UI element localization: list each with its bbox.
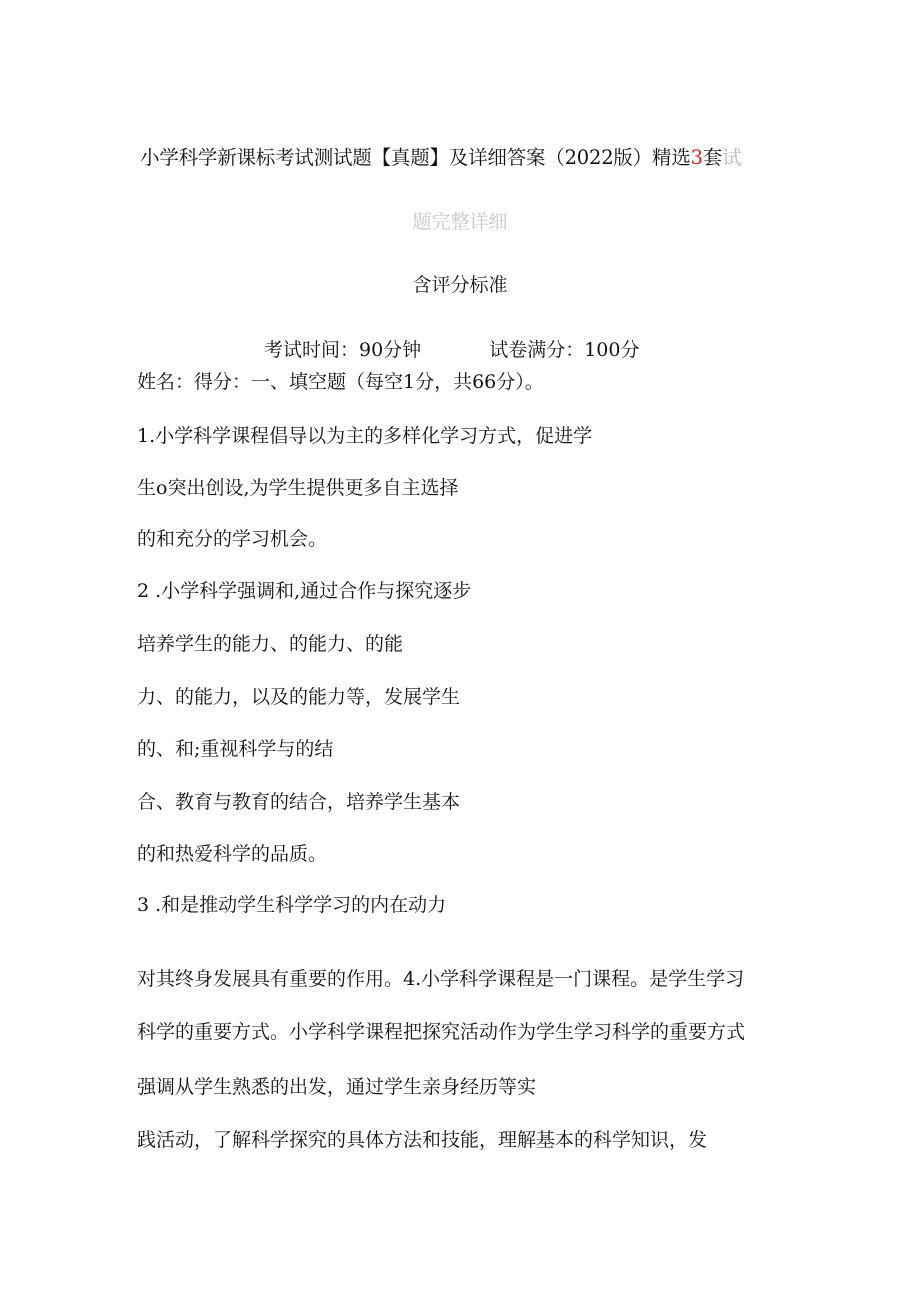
document-title bbox=[140, 146, 780, 170]
body-line: 的、和;重视科学与的结 bbox=[137, 738, 334, 760]
exam-time: 考试时间：90分钟 bbox=[264, 339, 422, 361]
body-line: 对其终身发展具有重要的作用。4.小学科学课程是一门课程。是学生学习 bbox=[137, 968, 745, 990]
title-suffix: 套 bbox=[702, 146, 723, 169]
body-line: 科学的重要方式。小学科学课程把探究活动作为学生学习科学的重要方式 bbox=[137, 1021, 746, 1043]
title-highlight-number: 3 bbox=[690, 146, 703, 169]
info-and-section-heading: 姓名：得分：一、填空题（每空1分，共66分）。 bbox=[137, 371, 544, 393]
title-main: 小学科学新课标考试测试题【真题】及详细答案（2022版）精选 bbox=[140, 146, 691, 169]
body-line: 的和充分的学习机会。 bbox=[137, 528, 328, 550]
exam-meta bbox=[264, 338, 639, 362]
body-line: 强调从学生熟悉的出发，通过学生亲身经历等实 bbox=[137, 1076, 537, 1098]
body-line: 力、的能力，以及的能力等，发展学生 bbox=[137, 686, 461, 708]
title-faded-char: 试 bbox=[722, 146, 742, 169]
body-line: 的和热爱科学的品质。 bbox=[137, 843, 328, 865]
body-line: 3 .和是推动学生科学学习的内在动力 bbox=[137, 894, 447, 916]
scoring-note: 含评分标准 bbox=[412, 274, 508, 296]
body-line: 1.小学科学课程倡导以为主的多样化学习方式，促进学 bbox=[137, 425, 593, 447]
body-line: 践活动，了解科学探究的具体方法和技能，理解基本的科学知识，发 bbox=[137, 1129, 708, 1151]
body-line: 2 .小学科学强调和,通过合作与探究逐步 bbox=[137, 580, 472, 602]
document-subtitle: 题完整详细 bbox=[412, 211, 508, 233]
body-line: 培养学生的能力、的能力、的能 bbox=[137, 633, 404, 655]
full-score: 试卷满分：100分 bbox=[489, 339, 640, 361]
body-line: 生o突出创设,为学生提供更多自主选择 bbox=[137, 477, 459, 499]
body-line: 合、教育与教育的结合，培养学生基本 bbox=[137, 791, 461, 813]
